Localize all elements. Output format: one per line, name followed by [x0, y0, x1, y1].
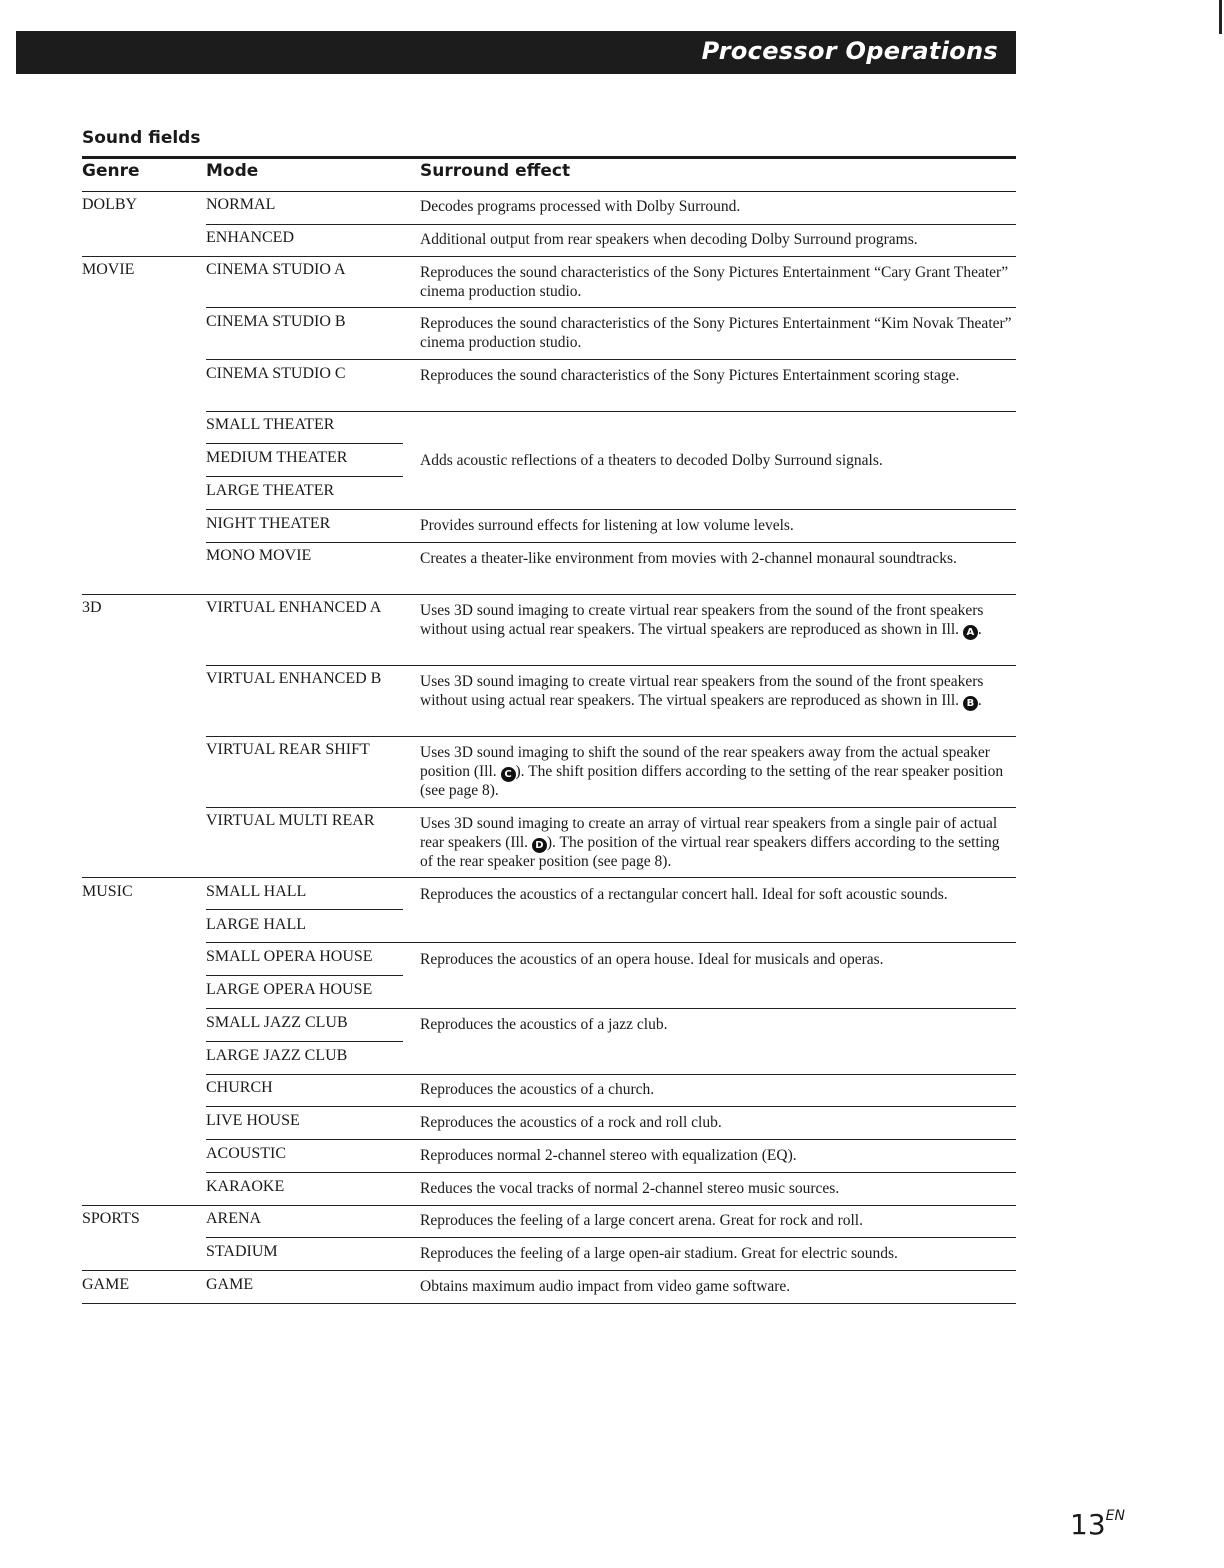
effect-text: . [977, 691, 982, 709]
genre-game: GAME [82, 1276, 130, 1293]
effect-halls: Reproduces the acoustics of a rectangular concert hall. Ideal for soft acoustic sounds. [420, 886, 948, 903]
mode-virtual-rear-shift: VIRTUAL REAR SHIFT [206, 741, 370, 758]
row-divider [206, 942, 1016, 943]
mode-cinema-studio-c: CINEMA STUDIO C [206, 365, 346, 382]
effect-mono-movie: Creates a theater-like environment from movies with 2-channel monaural soundtracks. [420, 550, 957, 567]
mode-virtual-enhanced-b: VIRTUAL ENHANCED B [206, 670, 382, 687]
effect-jazz: Reproduces the acoustics of a jazz club. [420, 1016, 668, 1033]
effect-church: Reproduces the acoustics of a church. [420, 1081, 655, 1098]
effect-text: Uses 3D sound imaging to create an array of virtual rear speakers from a single pair of actual rear speakers (Ill. [420, 815, 998, 851]
row-divider [82, 256, 1016, 257]
effect-text: Uses 3D sound imaging to create virtual rear speakers from the sound of the front speakers without using actual rear speakers. The virtual speakers are reproduced as shown in Ill. [420, 673, 984, 709]
effect-karaoke: Reduces the vocal tracks of normal 2-channel stereo music sources. [420, 1180, 840, 1197]
effect-game: Obtains maximum audio impact from video game software. [420, 1278, 791, 1295]
mode-mono-movie: MONO MOVIE [206, 547, 312, 564]
mode-small-opera-house: SMALL OPERA HOUSE [206, 948, 373, 965]
page-number-suffix: EN [1105, 1507, 1125, 1524]
mode-normal: NORMAL [206, 196, 276, 213]
page-title: Processor Operations [701, 37, 998, 65]
effect-cinema-studio-a: Reproduces the sound characteristics of the Sony Pictures Entertainment “Cary Grant Theater” cinema production studio. [420, 264, 1009, 300]
table-bottom-rule [82, 1303, 1016, 1304]
illustration-d-icon: D [532, 838, 547, 853]
row-divider [206, 807, 1016, 808]
genre-sports: SPORTS [82, 1210, 140, 1227]
row-divider [82, 1205, 1016, 1206]
row-divider [206, 1041, 403, 1042]
row-divider [206, 1237, 1016, 1238]
header-rule [82, 191, 1016, 192]
row-divider [206, 224, 1016, 225]
genre-dolby: DOLBY [82, 196, 138, 213]
row-divider [206, 359, 1016, 360]
mode-acoustic: ACOUSTIC [206, 1145, 287, 1162]
row-divider [206, 509, 1016, 510]
effect-opera: Reproduces the acoustics of an opera house. Ideal for musicals and operas. [420, 951, 884, 968]
mode-cinema-studio-b: CINEMA STUDIO B [206, 313, 346, 330]
mode-arena: ARENA [206, 1210, 262, 1227]
mode-large-jazz-club: LARGE JAZZ CLUB [206, 1047, 348, 1064]
effect-enhanced: Additional output from rear speakers when decoding Dolby Surround programs. [420, 231, 918, 248]
mode-virtual-multi-rear: VIRTUAL MULTI REAR [206, 812, 375, 829]
column-header-mode: Mode [206, 161, 259, 181]
mode-medium-theater: MEDIUM THEATER [206, 449, 348, 466]
effect-night-theater: Provides surround effects for listening at low volume levels. [420, 517, 794, 534]
row-divider [206, 1172, 1016, 1173]
mode-large-opera-house: LARGE OPERA HOUSE [206, 981, 373, 998]
row-divider [206, 411, 1016, 412]
mode-karaoke: KARAOKE [206, 1178, 285, 1195]
effect-cinema-studio-c: Reproduces the sound characteristics of the Sony Pictures Entertainment scoring stage. [420, 367, 960, 384]
row-divider [206, 443, 403, 444]
row-divider [206, 476, 403, 477]
effect-text: . [977, 620, 982, 638]
mode-live-house: LIVE HOUSE [206, 1112, 300, 1129]
mode-small-theater: SMALL THEATER [206, 416, 335, 433]
genre-music: MUSIC [82, 883, 133, 900]
effect-virtual-multi-rear [420, 815, 1016, 871]
column-header-genre: Genre [82, 161, 140, 181]
mode-game: GAME [206, 1276, 254, 1293]
page-edge-mark [1219, 0, 1222, 34]
page-number-value: 13 [1070, 1508, 1106, 1541]
mode-small-jazz-club: SMALL JAZZ CLUB [206, 1014, 348, 1031]
page-number [1070, 1508, 1125, 1541]
effect-stadium: Reproduces the feeling of a large open-air stadium. Great for electric sounds. [420, 1245, 898, 1262]
effect-normal: Decodes programs processed with Dolby Surround. [420, 198, 741, 215]
row-divider [206, 975, 403, 976]
row-divider [206, 909, 403, 910]
row-divider [206, 665, 1016, 666]
header-bar [16, 31, 1016, 74]
row-divider [206, 1008, 1016, 1009]
mode-virtual-enhanced-a: VIRTUAL ENHANCED A [206, 599, 382, 616]
section-title: Sound fields [82, 128, 201, 148]
table-top-rule [82, 156, 1016, 159]
row-divider [206, 1074, 1016, 1075]
row-divider [82, 1270, 1016, 1271]
mode-large-hall: LARGE HALL [206, 916, 306, 933]
mode-church: CHURCH [206, 1079, 273, 1096]
effect-text: ). The shift position differs according to the setting of the rear speaker position (see page 8). [420, 762, 1004, 799]
effect-cinema-studio-b: Reproduces the sound characteristics of the Sony Pictures Entertainment “Kim Novak Theater” cinema production studio. [420, 315, 1012, 351]
effect-text: Uses 3D sound imaging to shift the sound of the rear speakers away from the actual speaker position (Ill. [420, 744, 990, 780]
effect-text: ). The position of the virtual rear speakers differs according to the setting of the rear speaker position (see page 8). [420, 833, 1000, 870]
row-divider [206, 1106, 1016, 1107]
row-divider [206, 307, 1016, 308]
row-divider [82, 877, 1016, 878]
effect-live-house: Reproduces the acoustics of a rock and roll club. [420, 1114, 722, 1131]
illustration-a-icon: A [963, 625, 978, 640]
effect-acoustic: Reproduces normal 2-channel stereo with equalization (EQ). [420, 1147, 797, 1164]
mode-cinema-studio-a: CINEMA STUDIO A [206, 261, 346, 278]
mode-stadium: STADIUM [206, 1243, 278, 1260]
mode-large-theater: LARGE THEATER [206, 482, 335, 499]
row-divider [82, 594, 1016, 595]
genre-movie: MOVIE [82, 261, 135, 278]
column-header-effect: Surround effect [420, 161, 571, 181]
mode-night-theater: NIGHT THEATER [206, 515, 331, 532]
effect-virtual-rear-shift [420, 744, 1016, 800]
effect-text: Uses 3D sound imaging to create virtual rear speakers from the sound of the front speakers without using actual rear speakers. The virtual speakers are reproduced as shown in Ill. [420, 602, 984, 638]
effect-virtual-enhanced-b [420, 673, 1016, 711]
illustration-c-icon: C [501, 767, 516, 782]
effect-theaters: Adds acoustic reflections of a theaters to decoded Dolby Surround signals. [420, 452, 883, 469]
genre-3d: 3D [82, 599, 102, 616]
mode-small-hall: SMALL HALL [206, 883, 307, 900]
effect-virtual-enhanced-a [420, 602, 1016, 640]
effect-arena: Reproduces the feeling of a large concert arena. Great for rock and roll. [420, 1212, 863, 1229]
mode-enhanced: ENHANCED [206, 229, 294, 246]
row-divider [206, 542, 1016, 543]
row-divider [206, 1139, 1016, 1140]
row-divider [206, 736, 1016, 737]
illustration-b-icon: B [963, 696, 978, 711]
